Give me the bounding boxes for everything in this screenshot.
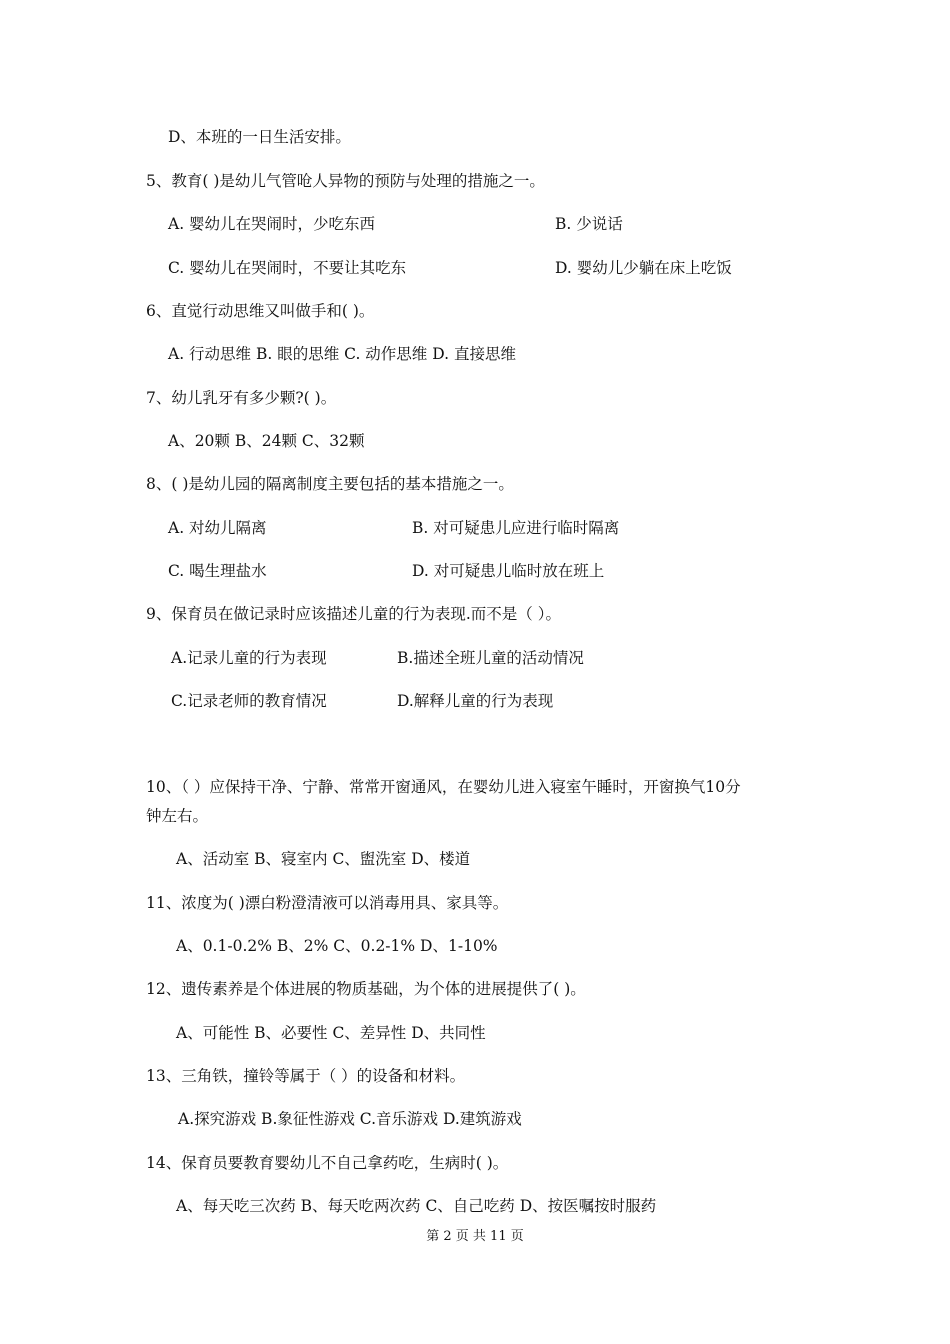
q13-options: A.探究游戏 B.象征性游戏 C.音乐游戏 D.建筑游戏 (178, 1110, 522, 1128)
question-6: 6、直觉行动思维又叫做手和( )。 (146, 302, 375, 320)
question-9: 9、保育员在做记录时应该描述儿童的行为表现.而不是（ ）。 (146, 605, 561, 623)
question-10-continued: 钟左右。 (146, 807, 209, 825)
q8-option-d: D. 对可疑患儿临时放在班上 (412, 562, 605, 580)
question-10: 10、（ ）应保持干净、宁静、常常开窗通风，在婴幼儿进入寝室午睡时，开窗换气10分 (146, 778, 741, 796)
question-13: 13、三角铁，撞铃等属于（ ）的设备和材料。 (146, 1067, 466, 1085)
q9-option-a: A.记录儿童的行为表现 (171, 649, 327, 667)
q8-option-a: A. 对幼儿隔离 (168, 519, 267, 537)
q7-options: A、20颗 B、24颗 C、32颗 (168, 432, 365, 450)
question-11: 11、浓度为( )漂白粉澄清液可以消毒用具、家具等。 (146, 894, 509, 912)
q12-options: A、可能性 B、必要性 C、差异性 D、共同性 (176, 1024, 486, 1042)
q5-option-a: A. 婴幼儿在哭闹时，少吃东西 (168, 215, 376, 233)
q9-option-d: D.解释儿童的行为表现 (397, 692, 554, 710)
q5-option-c: C. 婴幼儿在哭闹时，不要让其吃东 (168, 259, 407, 277)
question-5: 5、教育( )是幼儿气管呛人异物的预防与处理的措施之一。 (146, 172, 545, 190)
question-14: 14、保育员要教育婴幼儿不自己拿药吃，生病时( )。 (146, 1154, 509, 1172)
q10-options: A、活动室 B、寝室内 C、盥洗室 D、楼道 (176, 850, 471, 868)
q6-options: A. 行动思维 B. 眼的思维 C. 动作思维 D. 直接思维 (168, 345, 516, 363)
q11-options: A、0.1-0.2% B、2% C、0.2-1% D、1-10% (176, 937, 498, 955)
page-footer: 第 2 页 共 11 页 (426, 1229, 524, 1244)
q8-option-c: C. 喝生理盐水 (168, 562, 267, 580)
q9-option-b: B.描述全班儿童的活动情况 (397, 649, 584, 667)
question-12: 12、遗传素养是个体进展的物质基础，为个体的进展提供了( )。 (146, 980, 586, 998)
q14-options: A、每天吃三次药 B、每天吃两次药 C、自己吃药 D、按医嘱按时服药 (176, 1197, 657, 1215)
q8-option-b: B. 对可疑患儿应进行临时隔离 (412, 519, 620, 537)
question-7: 7、幼儿乳牙有多少颗?( )。 (146, 389, 337, 407)
option-d-line: D、本班的一日生活安排。 (168, 128, 351, 146)
question-8: 8、( )是幼儿园的隔离制度主要包括的基本措施之一。 (146, 475, 514, 493)
q5-option-b: B. 少说话 (555, 215, 623, 233)
q5-option-d: D. 婴幼儿少躺在床上吃饭 (555, 259, 732, 277)
q9-option-c: C.记录老师的教育情况 (171, 692, 327, 710)
